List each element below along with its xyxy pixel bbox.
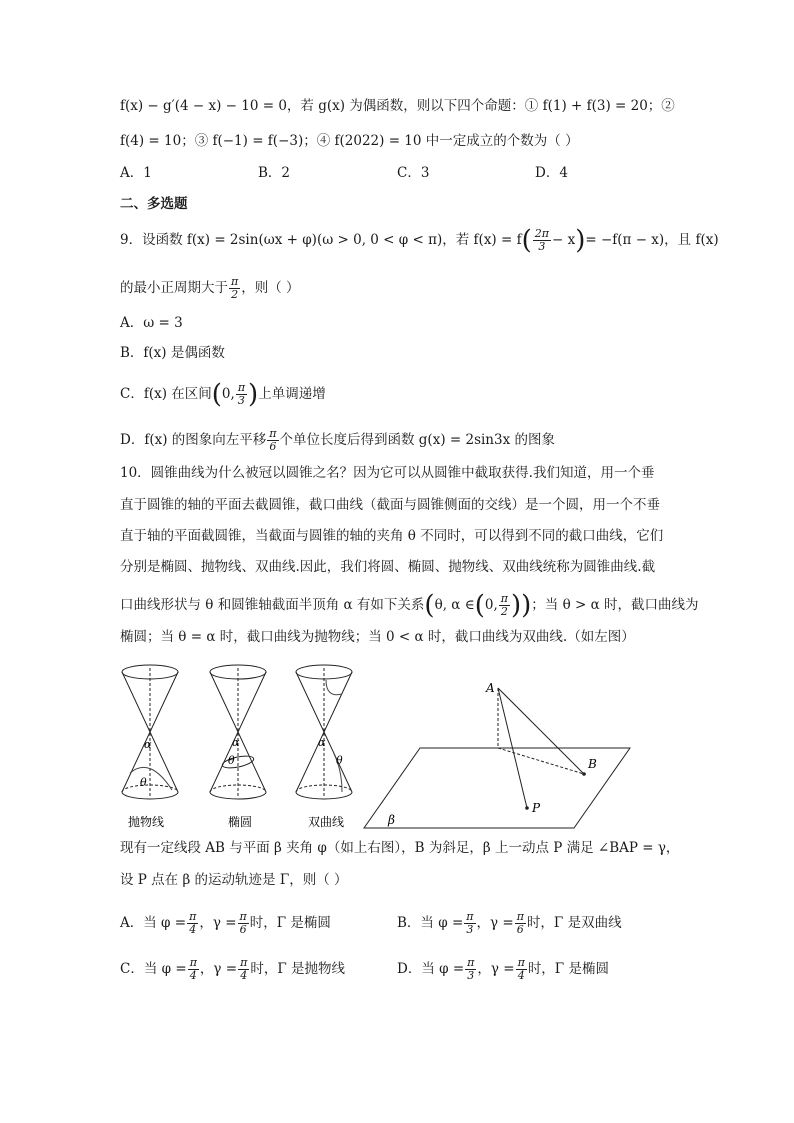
- label-beta: β: [388, 813, 395, 827]
- cone1-theta: θ: [140, 776, 147, 789]
- q9-stem-c: = −f(π − x)，且 f(x): [585, 232, 719, 248]
- q10-paragraph-line6: 椭圆；当 θ = α 时，截口曲线为抛物线；当 0 < α 时，截口曲线为双曲线.（如左图）: [120, 629, 635, 645]
- segment-ab: [498, 688, 584, 774]
- q8-option-d: D．4: [535, 165, 568, 181]
- q8-option-a: A．1: [120, 165, 152, 181]
- cone3-theta: θ: [336, 754, 343, 767]
- cone-ellipse: [210, 665, 266, 799]
- q9-option-d-a: D．f(x) 的图象向左平移: [120, 432, 267, 448]
- label-parabola: 抛物线: [128, 815, 165, 829]
- q9-option-b: B．f(x) 是偶函数: [120, 345, 225, 361]
- q9-line2-a: 的最小正周期大于: [120, 280, 228, 296]
- q9-stem-b: − x: [551, 232, 576, 248]
- q9-stem-a: 9．设函数 f(x) = 2sin(ωx + φ)(ω > 0, 0 < φ < π)，若 f(x) = f: [120, 232, 522, 248]
- q9-option-c-in: 0,: [221, 386, 235, 402]
- q10-paragraph-line2: 直于圆锥的轴的平面去截圆锥，截口曲线（截面与圆锥侧面的交线）是一个圆，用一个不垂: [120, 497, 660, 513]
- cone2-alpha: α: [232, 736, 240, 749]
- cone2-theta: θ: [228, 754, 235, 767]
- label-ellipse: 椭圆: [228, 815, 253, 829]
- q9-option-d: [120, 428, 555, 453]
- q10-p5-frac: $\frac{\pi}{2}$: [500, 592, 508, 618]
- q9-option-d-b: 个单位长度后得到函数 g(x) = 2sin3x 的图象: [279, 432, 555, 448]
- label-hyperbola: 双曲线: [308, 815, 345, 829]
- q9-option-c-frac: $\frac{\pi}{3}$: [237, 381, 246, 407]
- q9-line2-frac: $\frac{\pi}{2}$: [231, 275, 239, 301]
- q10-p5-a: 口曲线形状与 θ 和圆锥轴截面半顶角 α 有如下关系: [120, 597, 425, 613]
- cone-parabola: [122, 665, 178, 799]
- label-a: A: [486, 681, 495, 695]
- plane-figure: [360, 670, 635, 835]
- q9-option-c-a: C．f(x) 在区间: [120, 386, 212, 402]
- q10-p5-in: θ, α ∈: [434, 597, 475, 613]
- q10-paragraph-line3: 直于轴的平面截圆锥，当截面与圆锥的轴的夹角 θ 不同时，可以得到不同的截口曲线，它们: [120, 528, 664, 544]
- q8-line2: f(4) = 10；③ f(−1) = f(−3)；④ f(2022) = 10 中一定成立的个数为（ ）: [120, 133, 579, 149]
- cone-hyperbola: [296, 665, 352, 799]
- q9-option-d-frac: $\frac{\pi}{6}$: [269, 427, 277, 453]
- q9-stem-frac: $\frac{2\pi}{3}$: [534, 227, 549, 253]
- cone3-alpha: α: [318, 736, 326, 749]
- point-b-dot: [582, 772, 586, 776]
- q10-option-d: D．当 φ = $\frac{\pi}{3}$ ，γ = $\frac{\pi}{4}$ 时，Γ 是椭圆: [397, 956, 609, 982]
- q8-option-b: B．2: [258, 165, 291, 181]
- label-p: P: [532, 801, 541, 815]
- q8-option-c: C．3: [397, 165, 430, 181]
- q10-paragraph-line1: 10．圆锥曲线为什么被冠以圆锥之名？因为它可以从圆锥中截取获得.我们知道，用一个垂: [120, 465, 655, 481]
- cone1-alpha: α: [144, 738, 152, 751]
- q9-line2-b: ，则（ ）: [241, 280, 300, 296]
- q10-option-c: C．当 φ = $\frac{\pi}{4}$ ，γ = $\frac{\pi}{4}$ 时，Γ 是抛物线: [120, 956, 345, 982]
- q9-stem: 9．设函数 f(x) = 2sin(ωx + φ)(ω > 0, 0 < φ < π)，若 f(x) = f( $\frac{2\pi}{3}$ − x)= −f(π − x)，且 f(x): [120, 225, 719, 256]
- section-title: 二、多选题: [120, 196, 188, 212]
- cones-figure: [112, 658, 372, 832]
- q10-option-b: B．当 φ = $\frac{\pi}{3}$ ，γ = $\frac{\pi}{6}$ 时，Γ 是双曲线: [397, 910, 622, 936]
- q9-line2: [120, 276, 300, 301]
- q9-option-a: A．ω = 3: [120, 315, 183, 331]
- q8-line1: f(x) − g′(4 − x) − 10 = 0，若 g(x) 为偶函数，则以下四个命题：① f(1) + f(3) = 20；②: [120, 98, 675, 114]
- q10-p5-in2: 0,: [484, 597, 498, 613]
- point-p-dot: [525, 806, 529, 810]
- q9-option-c-b: 上单调递增: [258, 386, 326, 402]
- q10-paragraph-line8: 设 P 点在 β 的运动轨迹是 Γ，则（ ）: [120, 872, 348, 888]
- label-b: B: [588, 757, 597, 771]
- q9-option-c: C．f(x) 在区间(0, $\frac{\pi}{3}$ )上单调递增: [120, 379, 326, 410]
- q10-p5-b: ；当 θ > α 时，截口曲线为: [531, 597, 699, 613]
- q10-paragraph-line7: 现有一定线段 AB 与平面 β 夹角 φ（如上右图），B 为斜足，β 上一动点 P 满足 ∠BAP = γ，: [120, 840, 680, 856]
- q10-paragraph-line4: 分别是椭圆、抛物线、双曲线.因此，我们将圆、椭圆、抛物线、双曲线统称为圆锥曲线.截: [120, 559, 656, 575]
- q10-paragraph-line5: 口曲线形状与 θ 和圆锥轴截面半顶角 α 有如下关系(θ, α ∈(0, $\frac{\pi}{2}$ ))；当 θ > α 时，截口曲线为: [120, 590, 699, 621]
- q10-option-a: A．当 φ = $\frac{\pi}{4}$ ，γ = $\frac{\pi}{6}$ 时，Γ 是椭圆: [120, 910, 331, 936]
